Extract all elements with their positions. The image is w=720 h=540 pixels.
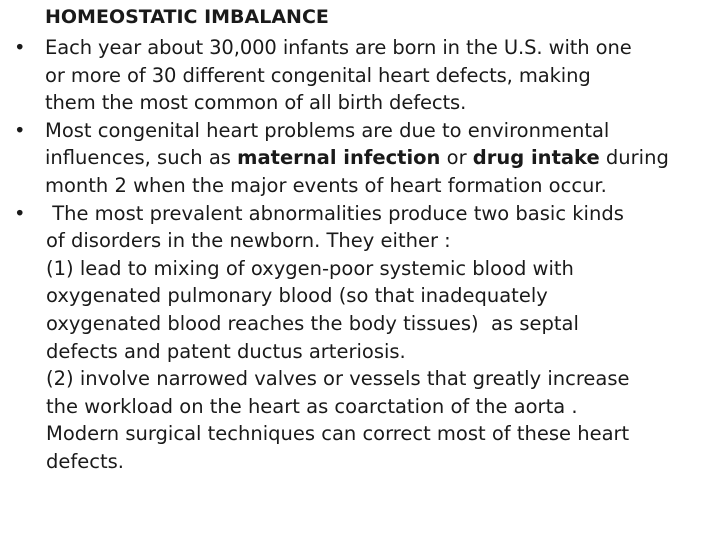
bullet-text-line: (1) lead to mixing of oxygen-poor systemic blood with (46, 256, 574, 280)
bullet-text-line (45, 144, 714, 172)
text-run: influences, such as (45, 146, 238, 170)
bullet-list (14, 34, 714, 476)
bullet-text-line: Each year about 30,000 infants are born in the U.S. with one (45, 36, 632, 59)
bullet-text-line: (2) involve narrowed valves or vessels that greatly increase (46, 367, 630, 391)
bullet-text-line: them the most common of all birth defects. (45, 91, 467, 115)
bullet-text-line: defects and patent ductus arteriosis. (46, 339, 406, 363)
bullet-icon: • (14, 36, 26, 59)
bullet-text-line: oxygenated pulmonary blood (so that inadequately (46, 284, 548, 308)
bullet-text-line: Most congenital heart problems are due to environmental (45, 118, 610, 142)
bullet-text-line: month 2 when the major events of heart formation occur. (45, 173, 607, 197)
bullet-text-line: The most prevalent abnormalities produce two basic kinds (46, 201, 624, 225)
bullet-text-line: Modern surgical techniques can correct most of these heart (46, 422, 630, 446)
bullet-text-line: oxygenated blood reaches the body tissues) as septal (46, 311, 579, 335)
slide-title: HOMEOSTATIC IMBALANCE (45, 6, 329, 28)
text-run: or (440, 146, 473, 170)
emphasis-drug-intake: drug intake (472, 146, 600, 170)
bullet-icon: • (14, 201, 26, 225)
bullet-item-abnormality-types (14, 200, 714, 476)
bullet-text-line: of disorders in the newborn. They either : (46, 229, 451, 253)
bullet-item-infant-statistics (14, 34, 714, 117)
bullet-text-line: or more of 30 different congenital heart defects, making (45, 63, 591, 87)
bullet-text-line: the workload on the heart as coarctation of the aorta . (46, 394, 578, 418)
bullet-item-environmental-causes (14, 117, 714, 200)
text-run: during (599, 146, 669, 170)
bullet-text-line: defects. (46, 449, 124, 473)
emphasis-maternal-infection: maternal infection (237, 146, 441, 170)
bullet-icon: • (14, 118, 26, 142)
